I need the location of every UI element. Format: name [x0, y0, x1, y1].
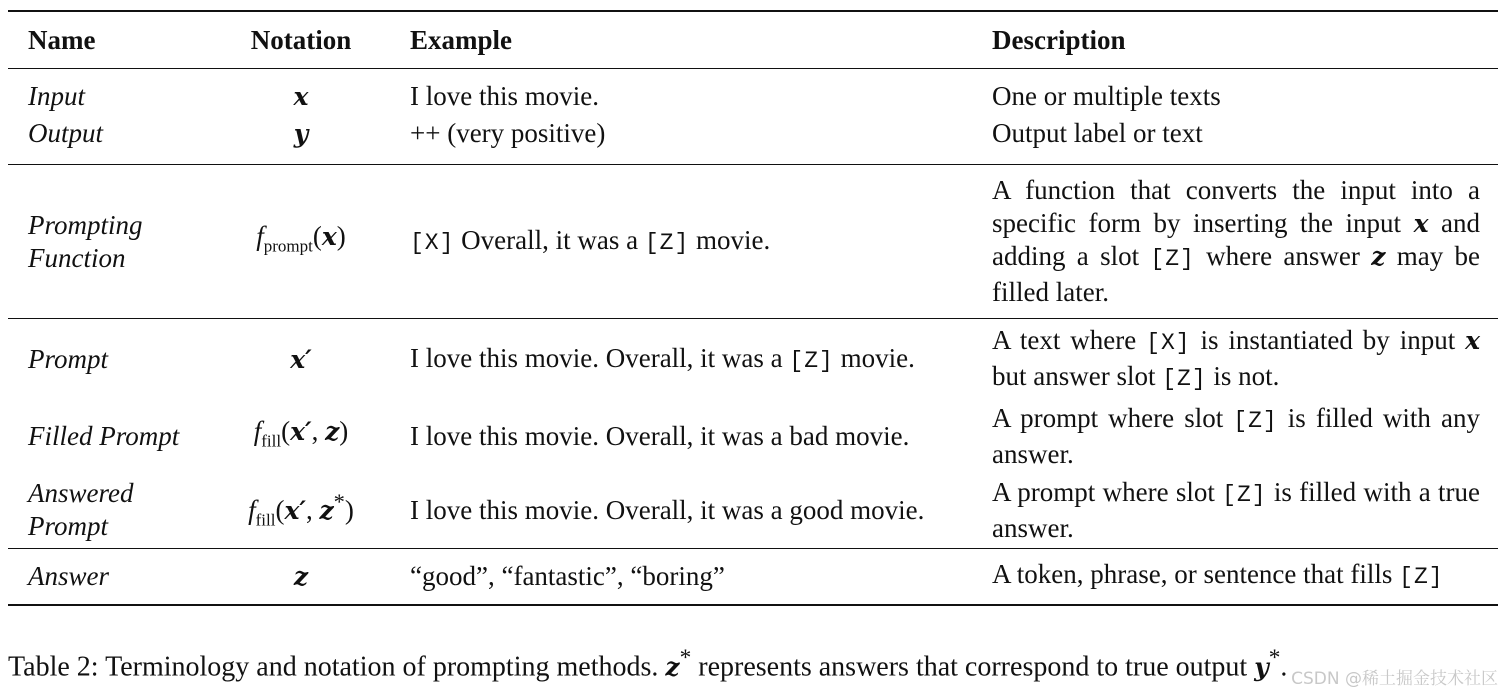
name-line: Function — [28, 242, 126, 273]
desc-text: where answer — [1206, 241, 1360, 271]
desc-text: and adding a slot — [992, 208, 1480, 271]
symbol-f: f — [256, 221, 264, 252]
symbol-f: f — [248, 494, 256, 525]
caption-text: Terminology and notation of prompting methods. — [105, 651, 659, 683]
symbol-z: z — [325, 417, 340, 447]
paren-close: ) — [336, 221, 346, 252]
name-line: Answered — [28, 478, 134, 509]
table-row-answered-prompt — [8, 473, 1498, 549]
example-text: I love this movie. Overall, it was a — [410, 342, 783, 373]
slot-z: [Z] — [1222, 481, 1267, 508]
example-answer: “good”, “fantastic”, “boring” — [390, 549, 972, 605]
symbol-star: * — [679, 645, 692, 671]
desc-text: is filled with a true answer. — [992, 476, 1480, 543]
terminology-table — [8, 10, 1498, 606]
example-answered-prompt: I love this movie. Overall, it was a good movie. — [410, 494, 925, 525]
caption-label: Table 2: — [8, 651, 99, 683]
table-row-prompting-function — [8, 165, 1498, 319]
symbol-x: x — [284, 495, 300, 525]
desc-text: is instantiated by input — [1200, 324, 1456, 355]
notation-output — [212, 113, 390, 165]
desc-text: is not. — [1213, 360, 1280, 391]
table-row-filled-prompt — [8, 401, 1498, 473]
comma: , — [311, 416, 319, 447]
name-filled-prompt: Filled Prompt — [28, 421, 180, 451]
example-filled-prompt: I love this movie. Overall, it was a bad movie. — [410, 421, 910, 451]
notation-prompting-function — [212, 165, 390, 319]
symbol-prime: ′ — [304, 417, 312, 447]
slot-z: [Z] — [1233, 408, 1278, 434]
symbol-x: x — [1465, 325, 1481, 355]
description-input: One or multiple texts — [992, 80, 1221, 111]
paren-close: ) — [339, 416, 349, 447]
desc-text: A text where — [992, 324, 1137, 355]
notation-filled-prompt — [212, 401, 390, 473]
symbol-prime: ′ — [305, 345, 312, 375]
desc-text: A function that converts the input into a specific form by inserting the input — [992, 175, 1480, 238]
name-answered-prompt — [8, 473, 212, 549]
table-row-answer — [8, 549, 1498, 605]
watermark: CSDN @稀土掘金技术社区 — [1291, 669, 1498, 689]
header-name: Name — [8, 11, 212, 69]
table-row-prompt — [8, 319, 1498, 401]
desc-text: but answer slot — [992, 360, 1156, 391]
description-answered-prompt — [972, 473, 1498, 549]
example-output: ++ (very positive) — [410, 117, 606, 148]
desc-text: A prompt where slot — [992, 476, 1215, 507]
symbol-x: x — [290, 345, 306, 375]
paren-open: ( — [275, 494, 285, 525]
slot-x: [X] — [1146, 329, 1191, 356]
slot-z: [Z] — [644, 229, 690, 256]
paren-open: ( — [281, 416, 291, 447]
subscript-fill: fill — [261, 431, 282, 451]
symbol-star: * — [333, 488, 345, 514]
desc-text: is filled with any answer. — [992, 403, 1480, 469]
name-prompt: Prompt — [8, 319, 212, 401]
paren-close: ) — [344, 494, 354, 525]
example-input: I love this movie. — [410, 80, 599, 111]
name-line: Prompt — [28, 511, 108, 542]
comma: , — [305, 494, 313, 525]
symbol-x: x — [293, 81, 309, 111]
symbol-z: z — [319, 495, 334, 525]
name-input: Input — [28, 80, 85, 111]
subscript-prompt: prompt — [263, 236, 313, 256]
symbol-z: z — [665, 652, 680, 682]
desc-text: A token, phrase, or sentence that fills — [992, 559, 1393, 590]
description-answer — [972, 549, 1498, 605]
slot-z: [Z] — [1162, 365, 1207, 392]
header-notation: Notation — [212, 11, 390, 69]
symbol-prime: ′ — [299, 495, 306, 525]
name-output: Output — [28, 117, 104, 148]
symbol-x: x — [321, 222, 337, 252]
description-prompt — [972, 319, 1498, 401]
example-prompt — [390, 319, 972, 401]
header-description: Description — [972, 11, 1498, 69]
symbol-z: z — [1371, 242, 1386, 271]
notation-answered-prompt — [212, 473, 390, 549]
symbol-star: * — [1268, 645, 1281, 671]
description-prompting-function — [972, 165, 1498, 319]
symbol-y: y — [1254, 652, 1269, 682]
desc-text: may be filled later. — [992, 241, 1480, 307]
example-text-end: movie. — [840, 342, 915, 373]
notation-input — [212, 69, 390, 113]
description-output: Output label or text — [992, 117, 1203, 148]
slot-x: [X] — [410, 229, 455, 256]
caption-text: represents answers that correspond to true output — [698, 651, 1248, 683]
notation-answer — [212, 549, 390, 605]
example-prompting-function — [390, 165, 972, 319]
description-filled-prompt — [972, 401, 1498, 473]
slot-z: [Z] — [789, 347, 834, 374]
slot-z: [Z] — [1150, 246, 1195, 272]
symbol-f: f — [253, 416, 262, 447]
name-prompting-function — [8, 165, 212, 319]
desc-text: A prompt where slot — [992, 403, 1224, 433]
name-line: Prompting — [28, 209, 143, 240]
example-text-end: movie. — [696, 224, 771, 255]
symbol-x: x — [290, 417, 305, 447]
slot-z: [Z] — [1399, 564, 1444, 591]
table-header-row — [8, 11, 1498, 69]
symbol-z: z — [293, 561, 309, 591]
header-example: Example — [390, 11, 972, 69]
table-row-input — [8, 69, 1498, 113]
table-row-output — [8, 113, 1498, 165]
table-caption — [8, 640, 1508, 685]
caption-end: . — [1280, 651, 1288, 683]
name-answer: Answer — [8, 549, 212, 605]
symbol-x: x — [1413, 209, 1429, 238]
subscript-fill: fill — [255, 509, 276, 529]
symbol-y: y — [293, 118, 309, 148]
example-text: Overall, it was a — [461, 224, 639, 255]
notation-prompt — [212, 319, 390, 401]
paren-open: ( — [312, 221, 322, 252]
